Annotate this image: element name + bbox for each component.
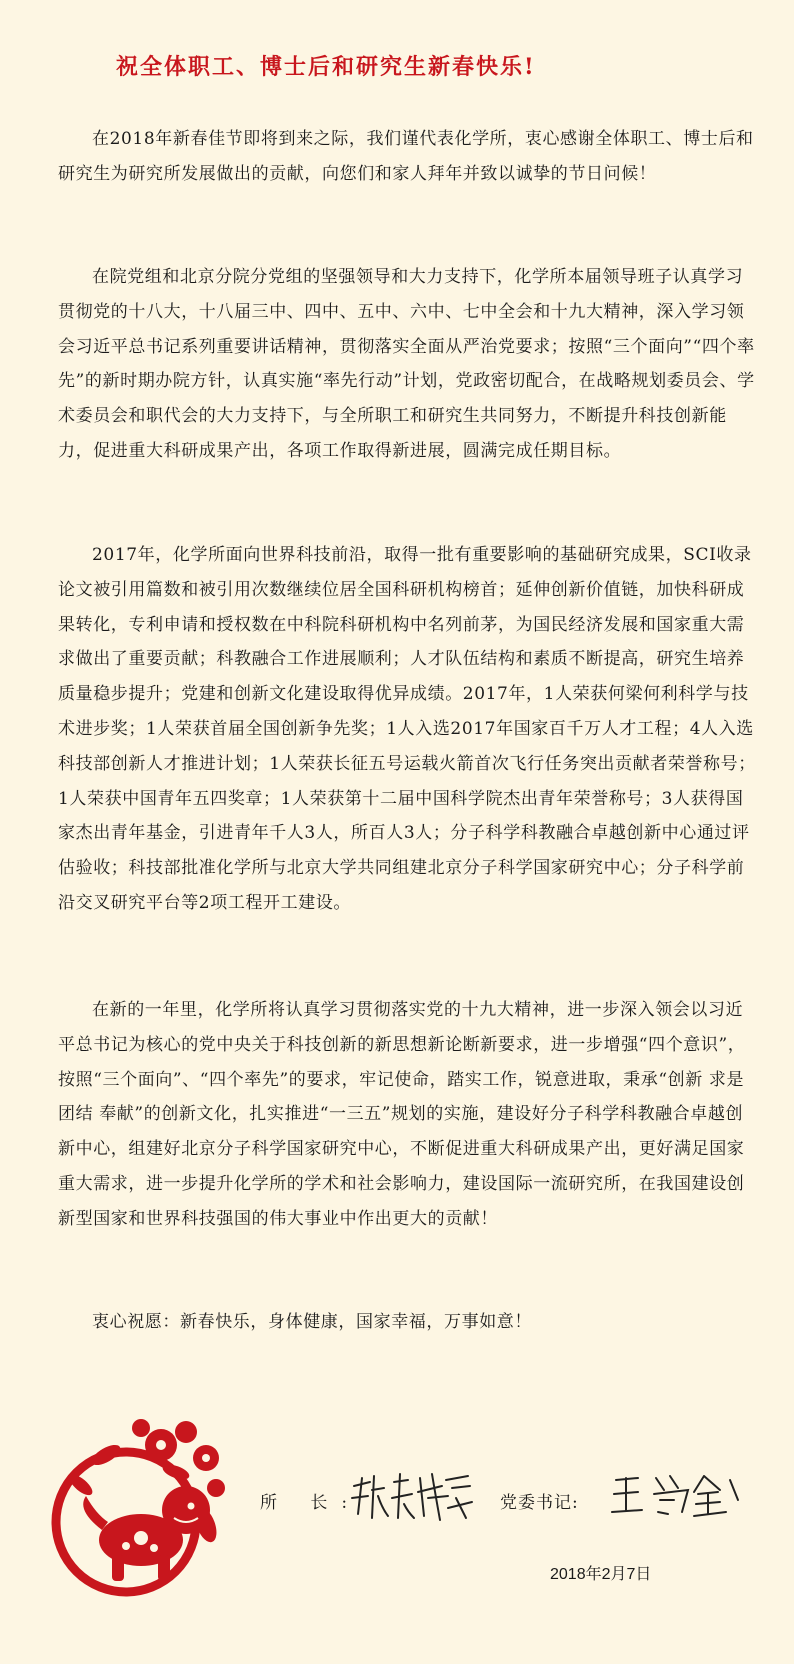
paragraph-greeting: 在2018年新春佳节即将到来之际，我们谨代表化学所，衷心感谢全体职工、博士后和研究生为研究所发展做出的贡献，向您们和家人拜年并致以诚挚的节日问候！ — [58, 129, 754, 184]
director-label: 所 长: — [260, 1493, 362, 1513]
paragraph-achievements-2017: 2017年，化学所面向世界科技前沿，取得一批有重要影响的基础研究成果，SCI收录论文被引用篇数和被引用次数继续位居全国科研机构榜首；延伸创新价值链，加快科研成果转化，专利申请和授权数在中科院科研机构中名列前茅，为国民经济发展和国家重大需求做出了重要贡献；科教融合工作进展顺利；人才队伍结构和素质不断提高，研究生培养质量稳步提升；党建和创新文化建设取得优异成绩。2017年，1人荣获何梁何利科学与技术进步奖；1人荣获首届全国创新争先奖；1人入选2017年国家百千万人才工程；4人入选科技部创新人才推进计划；1人荣获长征五号运载火箭首次飞行任务突出贡献者荣誉称号；1人荣获中国青年五四奖章；1人荣获第十二届中国科学院杰出青年荣誉称号；3人获得国家杰出青年基金，引进青年千人3人，所百人3人；分子科学科教融合卓越创新中心通过评估验收；科技部批准化学所与北京大学共同组建北京分子科学国家研究中心；分子科学前沿交叉研究平台等2项工程开工建设。 — [58, 545, 756, 913]
director-signature — [348, 1468, 476, 1524]
dog-papercut-icon — [46, 1410, 236, 1600]
secretary-label: 党委书记: — [500, 1493, 579, 1513]
letter-date: 2018年2月7日 — [550, 1566, 652, 1583]
paragraph-leadership: 在院党组和北京分院分党组的坚强领导和大力支持下，化学所本届领导班子认真学习贯彻党的十八大，十八届三中、四中、五中、六中、七中全会和十九大精神，深入学习领会习近平总书记系列重要讲话精神，贯彻落实全面从严治党要求；按照“三个面向”“四个率先”的新时期办院方针，认真实施“率先行动”计划，党政密切配合，在战略规划委员会、学术委员会和职代会的大力支持下，与全所职工和研究生共同努力，不断提升科技创新能力，促进重大科研成果产出，各项工作取得新进展，圆满完成任期目标。 — [58, 267, 755, 461]
letter-title: 祝全体职工、博士后和研究生新春快乐! — [116, 54, 536, 80]
secretary-signature — [608, 1470, 744, 1520]
paragraph-wishes: 衷心祝愿：新春快乐，身体健康，国家幸福，万事如意！ — [92, 1312, 532, 1332]
paragraph-new-year-plan: 在新的一年里，化学所将认真学习贯彻落实党的十九大精神，进一步深入领会以习近平总书记为核心的党中央关于科技创新的新思想新论断新要求，进一步增强“四个意识”， 按照“三个面向”、“四个率先”的要求，牢记使命，踏实工作，锐意进取，秉承“创新 求是 团结 奉献”的创新文化，扎实推进“一三五”规划的实施，建设好分子科学科教融合卓越创新中心，组建好北京分子科学国家研究中心，不断促进重大科研成果产出，更好满足国家重大需求，进一步提升化学所的学术和社会影响力，建设国际一流研究所，在我国建设创新型国家和世界科技强国的伟大事业中作出更大的贡献！ — [58, 1000, 746, 1229]
